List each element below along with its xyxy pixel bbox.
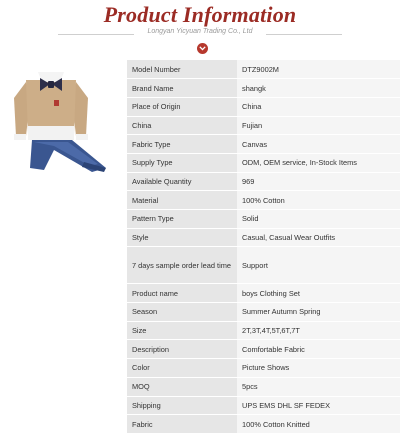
spec-value: Picture Shows: [237, 359, 400, 378]
spec-key: Pattern Type: [127, 210, 237, 229]
spec-value: Fujian: [237, 116, 400, 135]
spec-value: 100% Cotton Knitted: [237, 415, 400, 434]
table-row: [127, 60, 400, 79]
table-row: [127, 79, 400, 98]
spec-key: Place of Origin: [127, 97, 237, 116]
spec-key: Material: [127, 191, 237, 210]
spec-value: 2T,3T,4T,5T,6T,7T: [237, 321, 400, 340]
spec-value: Solid: [237, 210, 400, 229]
spec-value: 5pcs: [237, 377, 400, 396]
spec-key: Description: [127, 340, 237, 359]
spec-value: 969: [237, 172, 400, 191]
table-row: [127, 153, 400, 172]
specifications-table: [127, 60, 400, 434]
spec-key: Available Quantity: [127, 172, 237, 191]
spec-key: China: [127, 116, 237, 135]
spec-key: Season: [127, 303, 237, 322]
spec-key: Fabric: [127, 415, 237, 434]
spec-value: Canvas: [237, 135, 400, 154]
table-row: [127, 415, 400, 434]
table-row: [127, 396, 400, 415]
spec-value: 100% Cotton: [237, 191, 400, 210]
company-subtitle: Longyan Yicyuan Trading Co., Ltd: [147, 28, 253, 35]
spec-key: Color: [127, 359, 237, 378]
table-row: [127, 321, 400, 340]
divider-right: [266, 34, 342, 35]
chevron-down-icon: [197, 43, 208, 54]
table-row: [127, 303, 400, 322]
table-row: [127, 377, 400, 396]
spec-value: Comfortable Fabric: [237, 340, 400, 359]
product-image: [10, 64, 118, 172]
table-row: [127, 359, 400, 378]
table-row: [127, 247, 400, 284]
spec-key: 7 days sample order lead time: [127, 247, 237, 284]
table-row: [127, 116, 400, 135]
spec-value: shangk: [237, 79, 400, 98]
spec-key: Style: [127, 228, 237, 247]
spec-key: Fabric Type: [127, 135, 237, 154]
table-row: [127, 228, 400, 247]
table-row: [127, 135, 400, 154]
spec-value: ODM, OEM service, In-Stock Items: [237, 153, 400, 172]
spec-value: Casual, Casual Wear Outfits: [237, 228, 400, 247]
subtitle-row: [0, 28, 400, 40]
spec-key: Brand Name: [127, 79, 237, 98]
spec-key: Size: [127, 321, 237, 340]
page-title: Product Information: [103, 2, 297, 27]
spec-value: China: [237, 97, 400, 116]
table-row: [127, 284, 400, 303]
spec-value: UPS EMS DHL SF FEDEX: [237, 396, 400, 415]
spec-key: Product name: [127, 284, 237, 303]
table-row: [127, 191, 400, 210]
spec-key: Supply Type: [127, 153, 237, 172]
table-row: [127, 172, 400, 191]
spec-key: MOQ: [127, 377, 237, 396]
table-row: [127, 210, 400, 229]
table-row: [127, 340, 400, 359]
spec-value: DTZ9002M: [237, 60, 400, 79]
spec-value: Summer Autumn Spring: [237, 303, 400, 322]
table-row: [127, 97, 400, 116]
spec-key: Shipping: [127, 396, 237, 415]
spec-value: Support: [237, 247, 400, 284]
spec-value: boys Clothing Set: [237, 284, 400, 303]
spec-key: Model Number: [127, 60, 237, 79]
